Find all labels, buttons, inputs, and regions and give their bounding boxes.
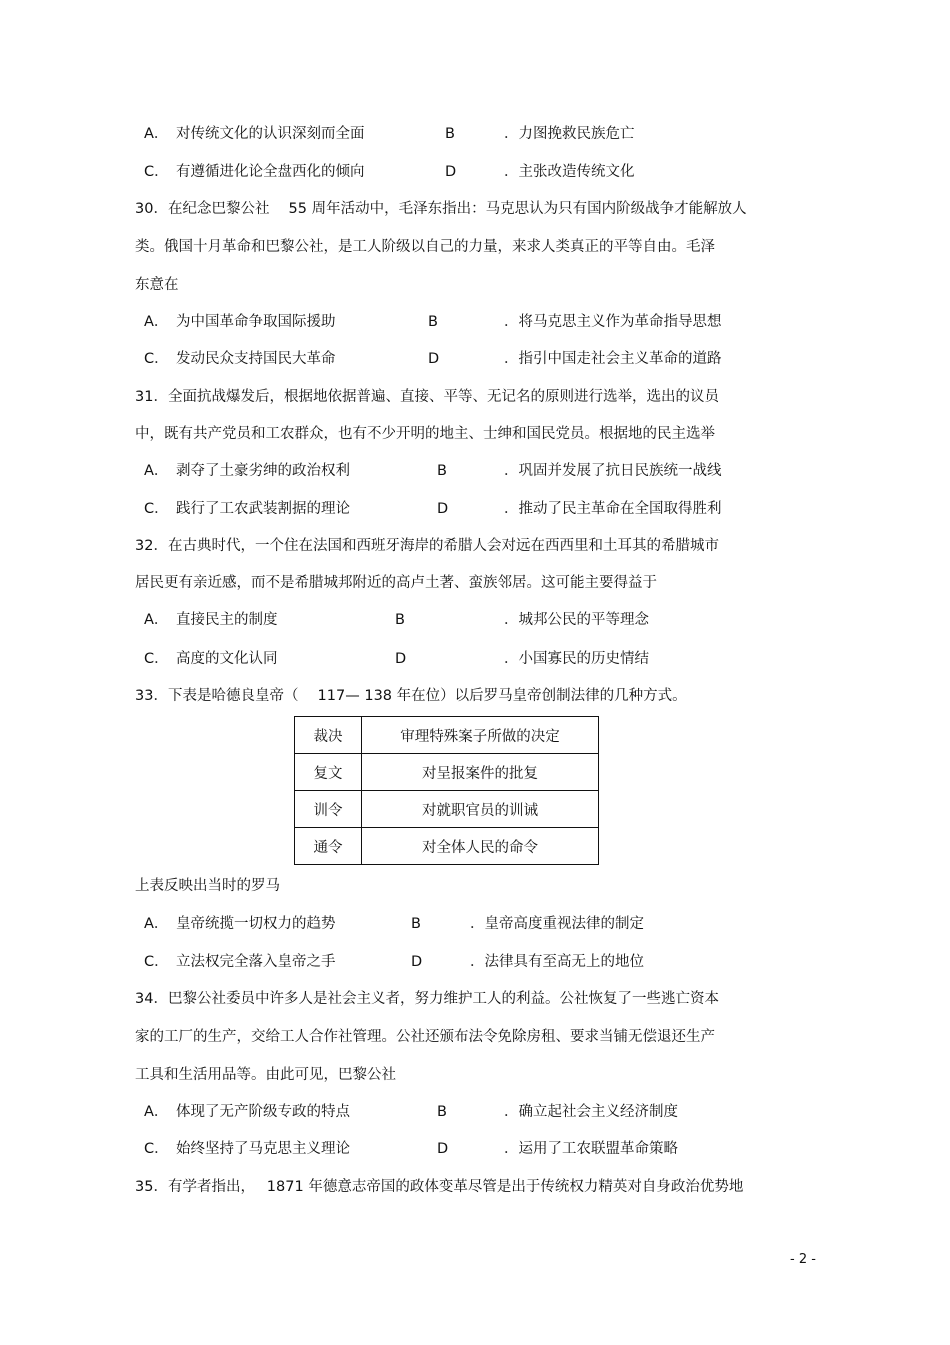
q32-option-b-letter: B [395,612,405,628]
q34-option-a-text: 体现了无产阶级专政的特点 [176,1104,350,1120]
table-cell-type: 通令 [295,828,362,865]
q34-option-c-text: 始终坚持了马克思主义理论 [176,1141,350,1157]
q32-option-a-letter: A． [144,612,169,628]
table-cell-description: 对就职官员的训诫 [362,791,599,828]
q31-option-d-text: ．推动了民主革命在全国取得胜利 [504,501,722,517]
q33-after-text: 上表反映出当时的罗马 [135,878,280,894]
q30-stem-line-1: 30．在纪念巴黎公社 55 周年活动中，毛泽东指出：马克思认为只有国内阶级战争才能解放人 [135,201,747,217]
q30-stem-line-2: 类。俄国十月革命和巴黎公社，是工人阶级以自己的力量，来求人类真正的平等自由。毛泽 [135,239,715,255]
q33-option-d-letter: D [411,954,423,970]
q30-option-d-letter: D [428,351,440,367]
table-cell-type: 训令 [295,791,362,828]
q31-stem-line-1: 31．全面抗战爆发后，根据地依据普遍、直接、平等、无记名的原则进行选举，选出的议员 [135,389,719,405]
q29-option-b-text: ．力图挽救民族危亡 [504,126,635,142]
q32-option-d-text: ．小国寡民的历史情结 [504,651,649,667]
table-cell-description: 审理特殊案子所做的决定 [362,717,599,754]
q29-option-a-letter: A． [144,126,169,142]
q33-intro: 33．下表是哈德良皇帝（ 117— 138 年在位）以后罗马皇帝创制法律的几种方式。 [135,688,687,704]
q33-option-a-text: 皇帝统揽一切权力的趋势 [176,916,336,932]
page-number: - 2 - [790,1252,816,1267]
q34-stem-line-1: 34．巴黎公社委员中许多人是社会主义者，努力维护工人的利益。公社恢复了一些逃亡资本 [135,991,719,1007]
q34-option-d-text: ．运用了工农联盟革命策略 [504,1141,678,1157]
q32-stem-line-1: 32．在古典时代，一个住在法国和西班牙海岸的希腊人会对远在西西里和土耳其的希腊城市 [135,538,719,554]
q31-option-b-text: ．巩固并发展了抗日民族统一战线 [504,463,722,479]
q31-stem-line-2: 中，既有共产党员和工农群众，也有不少开明的地主、士绅和国民党员。根据地的民主选举 [135,426,715,442]
q33-option-b-text: ．皇帝高度重视法律的制定 [470,916,644,932]
q34-stem-line-3: 工具和生活用品等。由此可见，巴黎公社 [135,1067,396,1083]
q34-option-b-text: ．确立起社会主义经济制度 [504,1104,678,1120]
table-cell-type: 裁决 [295,717,362,754]
q30-option-b-letter: B [428,314,438,330]
q33-option-a-letter: A． [144,916,169,932]
table-row [295,828,599,865]
q34-option-d-letter: D [437,1141,449,1157]
roman-law-table [294,716,599,865]
q29-option-c-letter: C． [144,164,169,180]
q30-option-c-text: 发动民众支持国民大革命 [176,351,336,367]
table-cell-description: 对全体人民的命令 [362,828,599,865]
q30-option-a-letter: A． [144,314,169,330]
table-row [295,717,599,754]
q33-option-d-text: ．法律具有至高无上的地位 [470,954,644,970]
q31-option-d-letter: D [437,501,449,517]
q31-option-c-letter: C． [144,501,169,517]
q32-option-a-text: 直接民主的制度 [176,612,278,628]
q34-option-c-letter: C． [144,1141,169,1157]
q30-option-d-text: ．指引中国走社会主义革命的道路 [504,351,722,367]
q32-option-c-letter: C． [144,651,169,667]
q30-option-c-letter: C． [144,351,169,367]
q30-stem-line-3: 东意在 [135,277,179,293]
q31-option-a-letter: A． [144,463,169,479]
q33-option-c-letter: C． [144,954,169,970]
q32-stem-line-2: 居民更有亲近感，而不是希腊城邦附近的高卢土著、蛮族邻居。这可能主要得益于 [135,575,657,591]
q29-option-b-letter: B [445,126,455,142]
q29-option-c-text: 有遵循进化论全盘西化的倾向 [176,164,365,180]
q32-option-c-text: 高度的文化认同 [176,651,278,667]
q35-stem-line-1: 35．有学者指出， 1871 年德意志帝国的政体变革尽管是出于传统权力精英对自身政治优势地 [135,1179,744,1195]
q30-option-b-text: ．将马克思主义作为革命指导思想 [504,314,722,330]
q31-option-c-text: 践行了工农武装割据的理论 [176,501,350,517]
q32-option-b-text: ．城邦公民的平等理念 [504,612,649,628]
q29-option-a-text: 对传统文化的认识深刻而全面 [176,126,365,142]
table-cell-type: 复文 [295,754,362,791]
q34-option-b-letter: B [437,1104,447,1120]
table-row [295,754,599,791]
q30-option-a-text: 为中国革命争取国际援助 [176,314,336,330]
q34-stem-line-2: 家的工厂的生产，交给工人合作社管理。公社还颁布法令免除房租、要求当铺无偿退还生产 [135,1029,715,1045]
table-cell-description: 对呈报案件的批复 [362,754,599,791]
q29-option-d-letter: D [445,164,457,180]
q29-option-d-text: ．主张改造传统文化 [504,164,635,180]
q33-option-b-letter: B [411,916,421,932]
q32-option-d-letter: D [395,651,407,667]
q31-option-a-text: 剥夺了土豪劣绅的政治权利 [176,463,350,479]
table-row [295,791,599,828]
q33-option-c-text: 立法权完全落入皇帝之手 [176,954,336,970]
q34-option-a-letter: A． [144,1104,169,1120]
q31-option-b-letter: B [437,463,447,479]
